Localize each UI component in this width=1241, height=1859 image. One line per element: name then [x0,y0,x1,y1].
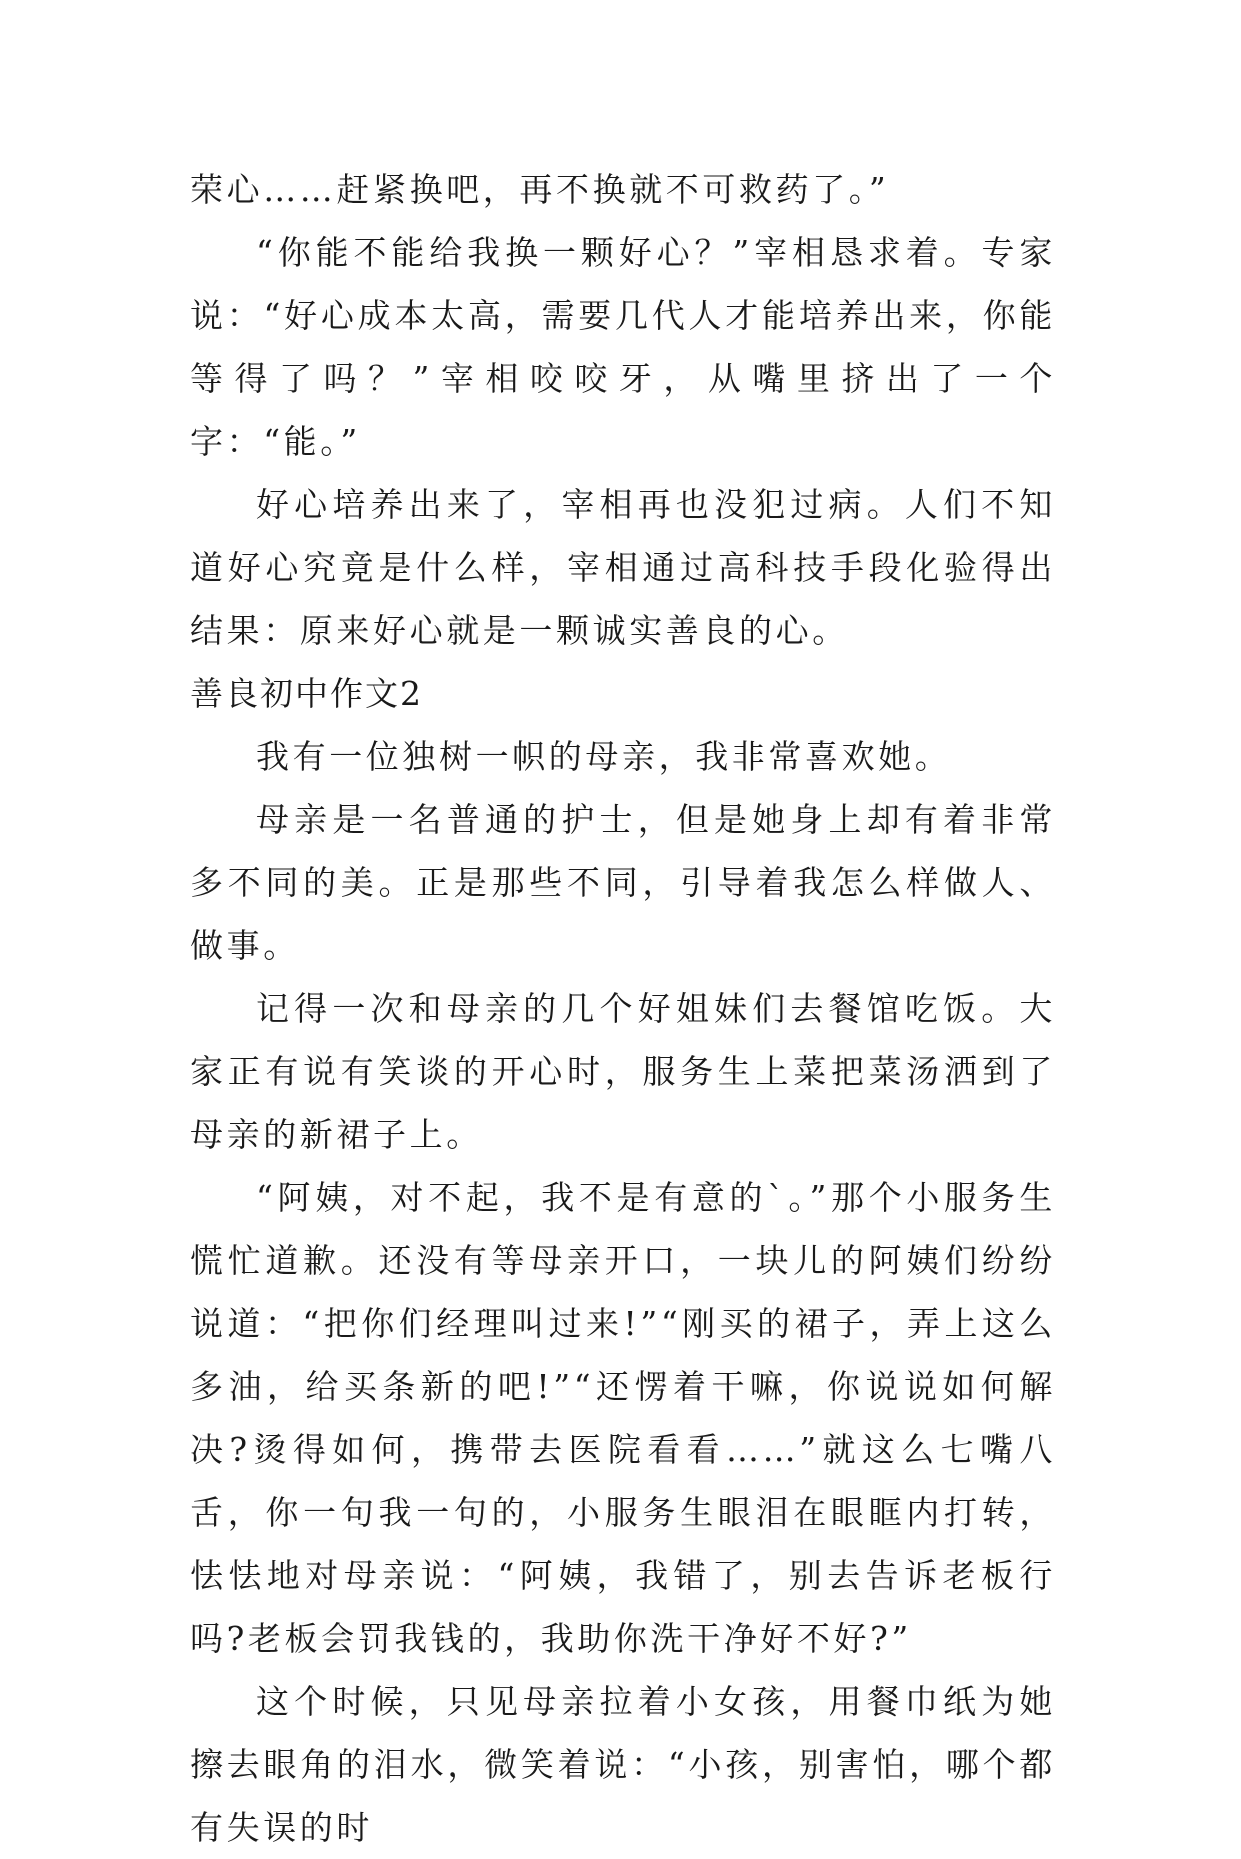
paragraph-1: 荣心……赶紧换吧，再不换就不可救药了。” [190,170,890,209]
paragraph-4: 我有一位独树一帜的母亲，我非常喜欢她。 [256,737,952,776]
paragraph-6: 记得一次和母亲的几个好姐妹们去餐馆吃饭。大家正有说有笑谈的开心时，服务生上菜把菜汤洒到了母亲的新裙子上。 [190,989,1056,1154]
paragraph-5: 母亲是一名普通的护士，但是她身上却有着非常多不同的美。正是那些不同，引导着我怎么样做人、做事。 [190,800,1056,965]
paragraph-2: “你能不能给我换一颗好心？”宰相恳求着。专家说：“好心成本太高，需要几代人才能培养出来，你能等得了吗？”宰相咬咬牙，从嘴里挤出了一个字：“能。” [190,233,1056,461]
paragraph-3: 好心培养出来了，宰相再也没犯过病。人们不知道好心究竟是什么样，宰相通过高科技手段化验得出结果：原来好心就是一颗诚实善良的心。 [190,485,1056,650]
document-body [190,158,1056,1859]
paragraph-7: “阿姨，对不起，我不是有意的`。”那个小服务生慌忙道歉。还没有等母亲开口，一块儿的阿姨们纷纷说道：“把你们经理叫过来!”“刚买的裙子，弄上这么多油，给买条新的吧!”“还愣着干嘛，你说说如何解决?烫得如何，携带去医院看看……”就这么七嘴八舌，你一句我一句的，小服务生眼泪在眼眶内打转，怯怯地对母亲说：“阿姨，我错了，别去告诉老板行吗?老板会罚我钱的，我助你洗干净好不好?” [190,1178,1056,1658]
paragraph-8: 这个时候，只见母亲拉着小女孩，用餐巾纸为她擦去眼角的泪水，微笑着说：“小孩，别害怕，哪个都有失误的时 [190,1682,1056,1847]
section-heading: 善良初中作文2 [190,674,423,713]
